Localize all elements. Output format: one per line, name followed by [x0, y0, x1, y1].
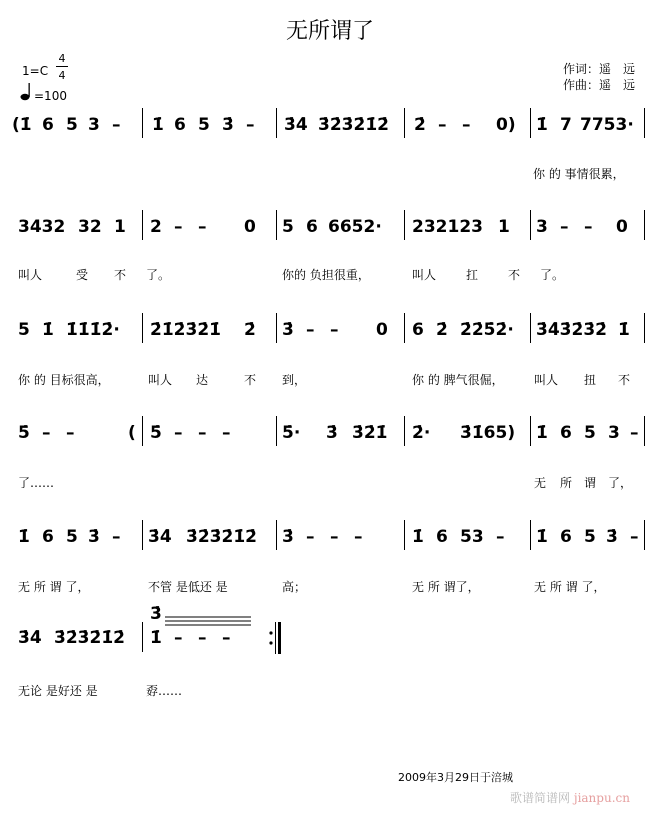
note: – [330, 320, 339, 340]
lyric: 扛 [466, 268, 479, 282]
note: 1̇ [536, 423, 548, 443]
note: 3̇1̇65) [460, 423, 516, 443]
note: 1̇ [18, 527, 30, 547]
lyric: 高； [282, 580, 307, 594]
key-signature: 1=C [22, 64, 49, 78]
note: 3̇4̇3̇2̇3̇2̇ [536, 320, 607, 340]
note: – [174, 628, 183, 648]
lyric: 了…… [18, 476, 55, 490]
note: – [306, 527, 315, 547]
note: 3̇ [326, 423, 338, 443]
note: – [198, 217, 207, 237]
bar-line [530, 108, 531, 138]
note: 3̇ [88, 527, 100, 547]
lyric: 到， [282, 373, 307, 387]
time-signature-top: 4 [58, 52, 66, 65]
bar-line [142, 313, 143, 343]
note: 3̇ [606, 527, 618, 547]
lyric: 不 [244, 373, 257, 387]
note: 0 [616, 217, 628, 237]
note: 3 [608, 423, 620, 443]
note: 1 [498, 217, 510, 237]
lyric: 叫人 [18, 268, 43, 282]
lyric: 不 [114, 268, 127, 282]
lyric: 无论 是好还 是 [18, 684, 98, 698]
note: 3̇4̇ [18, 628, 42, 648]
lyric: 谓 [584, 476, 597, 490]
lyric: 叫人 [412, 268, 437, 282]
bar-line [530, 210, 531, 240]
bar-line [276, 108, 277, 138]
note: 1̇1̇1̇2̇· [66, 320, 120, 340]
note: 0 [244, 217, 256, 237]
bar-line [404, 313, 405, 343]
note: 3̇4̇ [148, 527, 172, 547]
lyric: 了。 [146, 268, 171, 282]
bar-line [276, 313, 277, 343]
note: (1̇ [12, 115, 32, 135]
note: 3̇2̇3̇2̇1̇2̇ [186, 527, 257, 547]
lyric: 达 [196, 373, 209, 387]
trill-lines [165, 613, 255, 627]
watermark [510, 789, 630, 806]
lyric: 所 [560, 476, 573, 490]
note: 5̇· [282, 423, 301, 443]
bar-line [530, 520, 531, 550]
note: 232123 [412, 217, 483, 237]
lyric: 不 [508, 268, 521, 282]
note: 6 [174, 115, 186, 135]
note: 53 [460, 527, 484, 547]
composer: 作曲：遥 远 [563, 78, 636, 92]
note: 6 [560, 527, 572, 547]
note: 3̇2̇1̇ [352, 423, 388, 443]
note: 2 [150, 217, 162, 237]
note: 1̇ [152, 115, 164, 135]
note: 3̇ [282, 527, 294, 547]
note: 2̇ [244, 320, 256, 340]
song-title: 无所谓了 [285, 19, 374, 44]
lyric: 叫人 [148, 373, 173, 387]
watermark-cn: 歌谱简谱网 [510, 791, 571, 805]
note: 5 [282, 217, 294, 237]
bar-line [142, 416, 143, 446]
bar-line [404, 108, 405, 138]
lyric: 无 [534, 476, 547, 490]
watermark-url: jianpu.cn [573, 791, 630, 805]
note: – [174, 217, 183, 237]
note: – [438, 115, 447, 135]
note: – [630, 527, 639, 547]
bar-line [142, 622, 143, 652]
time-signature-line [56, 66, 68, 67]
note: – [222, 423, 231, 443]
note: 1̇ [42, 320, 54, 340]
note: – [112, 527, 121, 547]
lyric: 你 的 脾气很倔， [412, 373, 504, 387]
bar-line [142, 520, 143, 550]
bar-line [530, 313, 531, 343]
note: 6652· [328, 217, 382, 237]
bar-line [276, 416, 277, 446]
note: 6 [42, 527, 54, 547]
note: 32 [78, 217, 102, 237]
bar-line [644, 520, 645, 550]
note: 2̇2̇5̇2̇· [460, 320, 514, 340]
note: – [462, 115, 471, 135]
note: – [584, 217, 593, 237]
note: 3̇2̇3̇2̇1̇2̇ [318, 115, 389, 135]
lyric: 了。 [540, 268, 565, 282]
note: ( [128, 423, 136, 443]
lyric: 受 [76, 268, 89, 282]
note: – [560, 217, 569, 237]
note: 0 [376, 320, 388, 340]
lyric: 你 的 事情很累， [533, 167, 625, 181]
bar-line [142, 108, 143, 138]
note: – [630, 423, 639, 443]
note: 3̇2̇3̇2̇1̇2̇ [54, 628, 125, 648]
note: 1 [114, 217, 126, 237]
repeat-end-barline [268, 622, 284, 656]
note: – [306, 320, 315, 340]
note: 3̇ [222, 115, 234, 135]
note: 1̇ [536, 527, 548, 547]
note: 5̇ [150, 423, 162, 443]
note: – [174, 423, 183, 443]
lyric: 不管 是低还 是 [148, 580, 228, 594]
note: 6 [412, 320, 424, 340]
bar-line [644, 313, 645, 343]
note: 3̇ [282, 320, 294, 340]
note: 2̇· [412, 423, 431, 443]
note: 1̇ [618, 320, 630, 340]
lyric: 孬…… [146, 684, 183, 698]
bar-line [404, 416, 405, 446]
note: – [496, 527, 505, 547]
time-signature-bottom: 4 [58, 69, 66, 82]
bar-line [276, 210, 277, 240]
note: 5 [18, 320, 30, 340]
lyricist: 作词：遥 远 [563, 62, 636, 76]
note: – [198, 423, 207, 443]
lyric: 不 [618, 373, 631, 387]
note: 6 [306, 217, 318, 237]
note: 3 [536, 217, 548, 237]
note: 5 [66, 527, 78, 547]
note: 3432 [18, 217, 66, 237]
note: – [198, 628, 207, 648]
note: 5 [198, 115, 210, 135]
note: 3̇4̇ [284, 115, 308, 135]
note: 3̇ [150, 604, 162, 624]
lyric: 无 所 谓 了， [18, 580, 90, 594]
note: 7753· [580, 115, 634, 135]
bar-line [276, 520, 277, 550]
note: – [112, 115, 121, 135]
note: 2̇1̇2̇3̇2̇1̇ [150, 320, 221, 340]
tempo: =100 [34, 89, 67, 103]
note: 0) [496, 115, 516, 135]
bar-line [142, 210, 143, 240]
lyric: 无 所 谓了， [412, 580, 480, 594]
note: – [354, 527, 363, 547]
note: 5 [66, 115, 78, 135]
note: – [246, 115, 255, 135]
note: 2̇ [436, 320, 448, 340]
lyric: 你 的 目标很高， [18, 373, 110, 387]
note: 6 [42, 115, 54, 135]
note: 6 [436, 527, 448, 547]
note: 3 [88, 115, 100, 135]
lyric: 无 所 谓 了， [534, 580, 606, 594]
lyric: 扭 [584, 373, 597, 387]
bar-line [644, 108, 645, 138]
bar-line [644, 416, 645, 446]
bar-line [404, 520, 405, 550]
lyric: 了， [608, 476, 633, 490]
note: – [222, 628, 231, 648]
note: 7 [560, 115, 572, 135]
lyric: 叫人 [534, 373, 559, 387]
note: – [42, 423, 51, 443]
note: 5̇ [18, 423, 30, 443]
note: 2̇ [414, 115, 426, 135]
date-note: 2009年3月29日于涪城 [398, 771, 513, 784]
note: 1̇ [412, 527, 424, 547]
bar-line [530, 416, 531, 446]
bar-line [404, 210, 405, 240]
bar-line [644, 210, 645, 240]
note: 5 [584, 527, 596, 547]
note: 5 [584, 423, 596, 443]
quarter-note-icon [20, 82, 34, 102]
lyric: 你的 负担很重， [282, 268, 370, 282]
note: 1̇ [536, 115, 548, 135]
note: 6 [560, 423, 572, 443]
note: – [330, 527, 339, 547]
note: 1̇ [150, 628, 162, 648]
note: – [66, 423, 75, 443]
